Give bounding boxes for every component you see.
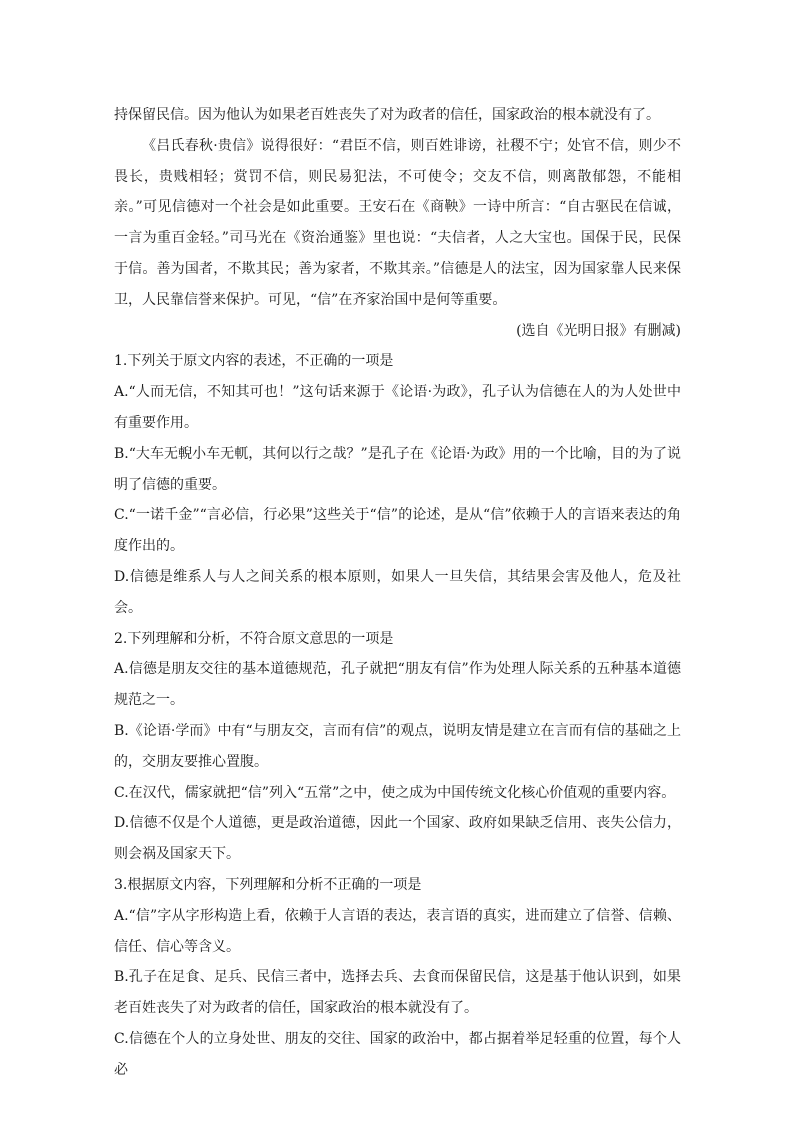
option-d: D.信德不仅是个人道德，更是政治道德，因此一个国家、政府如果缺乏信用、丧失公信力，则会祸及国家天下。 <box>114 815 681 863</box>
option-c: C.“一诺千金”“言必信，行必果”这些关于“信”的论述，是从“信”依赖于人的言语来表达的角度作出的。 <box>114 507 681 555</box>
paragraph-continuation: 持保留民信。因为他认为如果老百姓丧失了对为政者的信任，国家政治的根本就没有了。 <box>114 107 660 123</box>
option-b: B.《论语·学而》中有“与朋友交，言而有信”的观点，说明友情是建立在言而有信的基础之上的，交朋友要推心置腹。 <box>114 722 681 770</box>
question-1 <box>114 346 681 623</box>
question-title: 3.根据原文内容，下列理解和分析不正确的一项是 <box>114 876 422 893</box>
question-title: 1.下列关于原文内容的表述，不正确的一项是 <box>114 353 394 370</box>
paragraph-lvshi-chunqiu: 《吕氏春秋·贵信》说得很好：“君臣不信，则百姓诽谤，社稷不宁；处官不信，则少不畏长，贵贱相轻；赏罚不信，则民易犯法，不可使令；交友不信，则离散郁怨，不能相亲。”可见信德对一个社会是如此重要。王安石在《商鞅》一诗中所言：“自古驱民在信诚，一言为重百金轻。”司马光在《资治通鉴》里也说：“夫信者，人之大宝也。国保于民，民保于信。善为国者，不欺其民；善为家者，不欺其亲。”信德是人的法宝，因为国家靠人民来保卫，人民靠信誉来保护。可见，“信”在齐家治国中是何等重要。 <box>114 137 681 308</box>
question-2 <box>114 624 681 870</box>
option-b: B.“大车无輗小车无軏，其何以行之哉？”是孔子在《论语·为政》用的一个比喻，目的为了说明了信德的重要。 <box>114 445 681 493</box>
question-title: 2.下列理解和分析，不符合原文意思的一项是 <box>114 630 394 647</box>
option-b: B.孔子在足食、足兵、民信三者中，选择去兵、去食而保留民信，这是基于他认识到，如果老百姓丧失了对为政者的信任，国家政治的根本就没有了。 <box>114 969 681 1017</box>
question-3 <box>114 870 681 1086</box>
option-d: D.信德是维系人与人之间关系的根本原则，如果人一旦失信，其结果会害及他人，危及社会。 <box>114 568 681 616</box>
option-a: A.“人而无信，不知其可也！”这句话来源于《论语·为政》，孔子认为信德在人的为人处世中有重要作用。 <box>114 384 681 431</box>
option-c: C.信德在个人的立身处世、朋友的交往、国家的政治中，都占据着举足轻重的位置，每个人必 <box>114 1030 681 1078</box>
source-citation: (选自《光明日报》有删减) <box>516 322 681 339</box>
option-c: C.在汉代，儒家就把“信”列入“五常”之中，使之成为中国传统文化核心价值观的重要内容。 <box>114 784 676 801</box>
option-a: A.“信”字从字形构造上看，依赖于人言语的表达，表言语的真实，进而建立了信誉、信赖、信任、信心等含义。 <box>114 907 681 955</box>
document-content <box>114 100 681 1086</box>
option-a: A.信德是朋友交往的基本道德规范，孔子就把“朋友有信”作为处理人际关系的五种基本道德规范之一。 <box>114 661 681 709</box>
